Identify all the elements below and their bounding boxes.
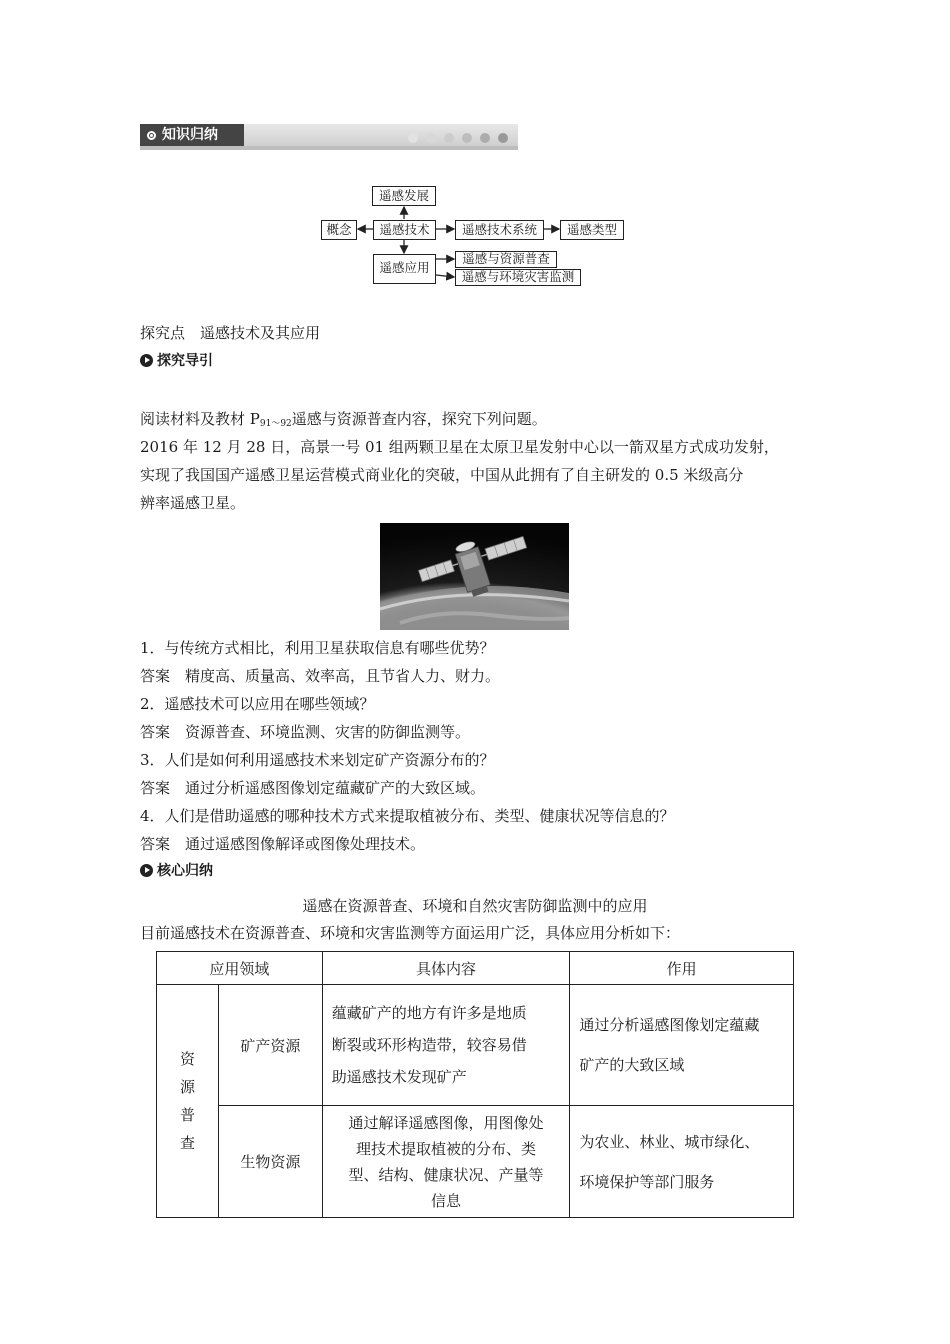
effect-line: 通过分析遥感图像划定蕴藏 [579, 1016, 760, 1034]
content-line: 理技术提取植被的分布、类 [356, 1139, 537, 1158]
diagram-node-tech: 遥感技术 [373, 220, 436, 240]
intro-post: 遥感与资源普查内容，探究下列问题。 [291, 410, 547, 428]
answer-1: 答案 精度高、质量高、效率高，且节省人力、财力。 [140, 667, 501, 685]
diagram-node-application: 遥感应用 [373, 254, 436, 284]
play-bullet-icon [140, 864, 153, 877]
intro-subscript: 91～92 [259, 419, 292, 429]
effect-line: 为农业、林业、城市绿化、 [579, 1132, 760, 1151]
banner-title: 知识归纳 [162, 127, 218, 143]
inquiry-title: 探究点 遥感技术及其应用 [140, 324, 321, 342]
table-title: 遥感在资源普查、环境和自然灾害防御监测中的应用 [302, 897, 648, 915]
table-row [157, 985, 794, 1106]
answer-4: 答案 通过遥感图像解译或图像处理技术。 [140, 835, 426, 853]
effect-line: 矿产的大致区域 [579, 1056, 685, 1074]
table-header-row [157, 952, 794, 985]
effect-cell [570, 985, 794, 1106]
diagram-node-concept: 概念 [321, 220, 357, 240]
answer-2: 答案 资源普查、环境监测、灾害的防御监测等。 [140, 723, 471, 741]
intro-pre: 阅读材料及教材 P [140, 410, 260, 428]
content-line: 通过解译遥感图像，用图像处 [348, 1113, 544, 1132]
content-line: 信息 [431, 1191, 462, 1210]
diagram-node-resource-survey: 遥感与资源普查 [455, 251, 557, 268]
answer-3: 答案 通过分析遥感图像划定蕴藏矿产的大致区域。 [140, 779, 486, 797]
diagram-node-development: 遥感发展 [372, 186, 436, 206]
paragraph-line: 实现了我国国产遥感卫星运营模式商业化的突破，中国从此拥有了自主研发的 0.5 米级高分 [140, 466, 744, 484]
header-content: 具体内容 [322, 952, 570, 985]
satellite-illustration [380, 523, 569, 630]
diagram-node-types: 遥感类型 [560, 220, 624, 240]
inquiry-intro [140, 408, 547, 435]
group-cell: 资 源 普 查 [157, 985, 219, 1218]
guide-heading [140, 351, 213, 371]
content-line: 蕴藏矿产的地方有许多是地质 [331, 1004, 527, 1022]
area-cell: 矿产资源 [218, 985, 322, 1106]
question-4: 4．人们是借助遥感的哪种技术方式来提取植被分布、类型、健康状况等信息的？ [140, 807, 675, 825]
effect-line: 环境保护等部门服务 [579, 1172, 715, 1191]
diagram-node-system: 遥感技术系统 [455, 220, 544, 240]
content-line: 断裂或环形构造带，较容易借 [331, 1036, 527, 1054]
paragraph-line: 辨率遥感卫星。 [140, 494, 246, 512]
header-area: 应用领域 [157, 952, 323, 985]
core-heading-text: 核心归纳 [157, 863, 213, 879]
header-effect: 作用 [570, 952, 794, 985]
application-table [156, 951, 794, 1218]
question-1: 1．与传统方式相比，利用卫星获取信息有哪些优势？ [140, 639, 495, 657]
table-intro: 目前遥感技术在资源普查、环境和灾害监测等方面运用广泛，具体应用分析如下： [140, 924, 681, 942]
satellite-image [380, 523, 569, 630]
table-row [157, 1106, 794, 1218]
question-3: 3．人们是如何利用遥感技术来划定矿产资源分布的？ [140, 751, 495, 769]
content-cell [322, 1106, 570, 1218]
content-cell [322, 985, 570, 1106]
area-cell: 生物资源 [218, 1106, 322, 1218]
guide-heading-text: 探究导引 [157, 353, 213, 369]
play-bullet-icon [140, 354, 153, 367]
content-line: 型、结构、健康状况、产量等 [348, 1165, 544, 1184]
paragraph-line: 2016 年 12 月 28 日，高景一号 01 组两颗卫星在太原卫星发射中心以一箭双星方式成功发射， [140, 438, 779, 456]
content-line: 助遥感技术发现矿产 [331, 1068, 467, 1086]
question-2: 2．遥感技术可以应用在哪些领域？ [140, 695, 375, 713]
effect-cell [570, 1106, 794, 1218]
core-heading [140, 861, 213, 881]
diagram-node-env-monitoring: 遥感与环境灾害监测 [455, 269, 581, 286]
